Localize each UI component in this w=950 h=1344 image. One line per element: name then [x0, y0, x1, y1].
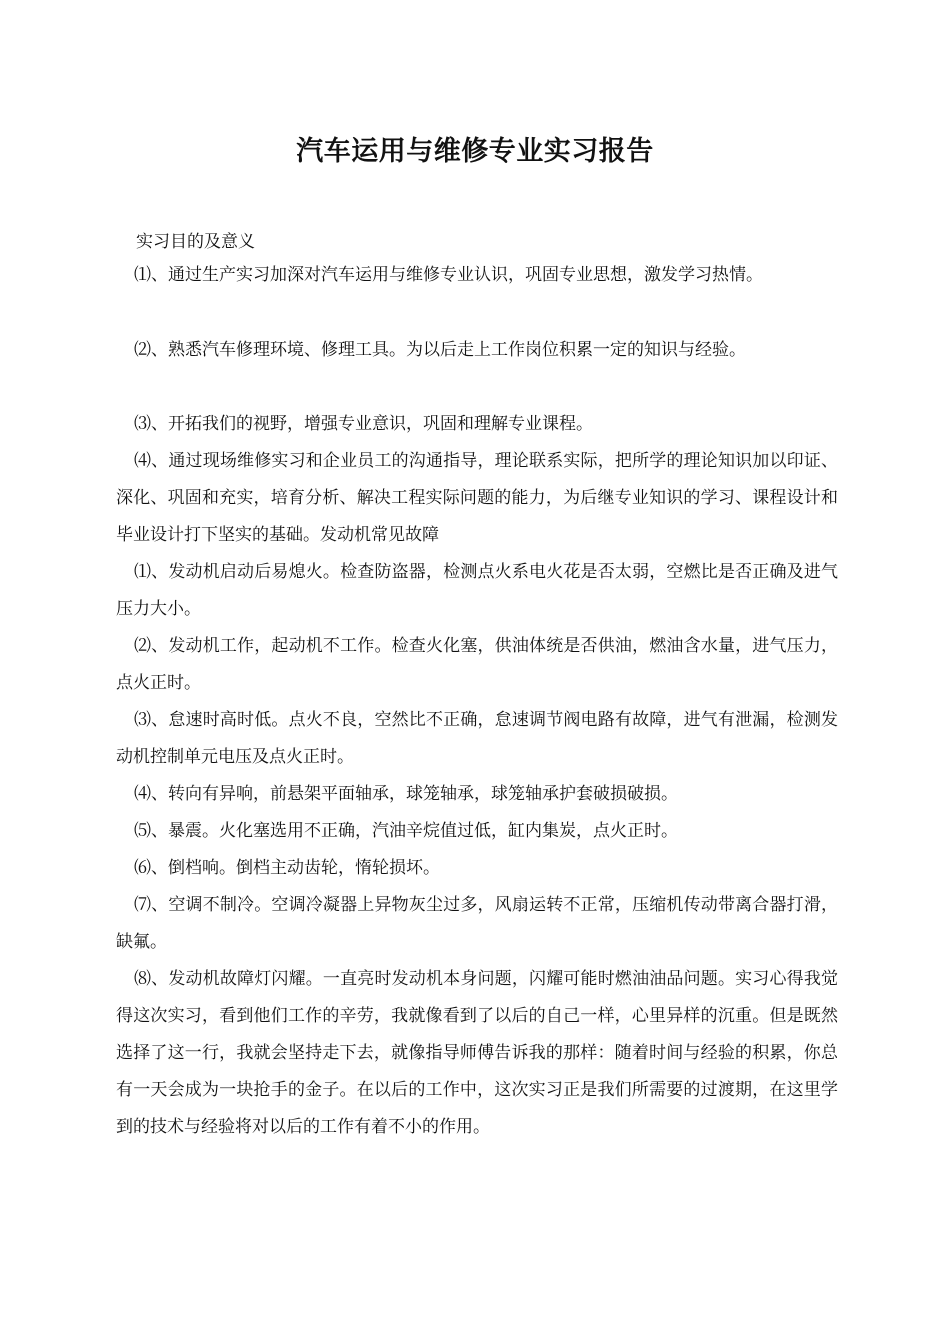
fault-item-1: ⑴、发动机启动后易熄火。检查防盗器，检测点火系电火花是否太弱，空燃比是否正确及进气压力大小。 [116, 562, 838, 619]
fault-item-6: ⑹、倒档响。倒档主动齿轮，惰轮损坏。 [134, 858, 440, 878]
fault-item-5: ⑸、暴震。火化塞选用不正确，汽油辛烷值过低，缸内集炭，点火正时。 [134, 821, 678, 841]
purpose-item-4: ⑷、通过现场维修实习和企业员工的沟通指导，理论联系实际，把所学的理论知识加以印证、深化、巩固和充实，培育分析、解决工程实际问题的能力，为后继专业知识的学习、课程设计和毕业设计打下坚实的基础。发动机常见故障 [116, 451, 838, 545]
document-title: 汽车运用与维修专业实习报告 [296, 136, 654, 167]
fault-item-3: ⑶、怠速时高时低。点火不良，空然比不正确，怠速调节阀电路有故障，进气有泄漏，检测发动机控制单元电压及点火正时。 [116, 710, 838, 767]
fault-item-8-and-reflection: ⑻、发动机故障灯闪耀。一直亮时发动机本身问题，闪耀可能时燃油油品问题。实习心得我觉得这次实习，看到他们工作的辛劳，我就像看到了以后的自己一样，心里异样的沉重。但是既然选择了这一行，我就会坚持走下去，就像指导师傅告诉我的那样：随着时间与经验的积累，你总有一天会成为一块抢手的金子。在以后的工作中，这次实习正是我们所需要的过渡期，在这里学到的技术与经验将对以后的工作有着不小的作用。 [116, 969, 838, 1137]
fault-item-7: ⑺、空调不制冷。空调冷凝器上异物灰尘过多，风扇运转不正常，压缩机传动带离合器打滑，缺氟。 [116, 895, 838, 952]
purpose-item-2: ⑵、熟悉汽车修理环境、修理工具。为以后走上工作岗位积累一定的知识与经验。 [134, 340, 746, 360]
purpose-item-3: ⑶、开拓我们的视野，增强专业意识，巩固和理解专业课程。 [134, 414, 593, 434]
purpose-item-1: ⑴、通过生产实习加深对汽车运用与维修专业认识，巩固专业思想，激发学习热情。 [134, 265, 763, 285]
fault-item-4: ⑷、转向有异响，前悬架平面轴承，球笼轴承，球笼轴承护套破损破损。 [134, 784, 678, 804]
fault-item-2: ⑵、发动机工作，起动机不工作。检查火化塞，供油体统是否供油，燃油含水量，进气压力，点火正时。 [116, 636, 838, 693]
purpose-item-2-block [116, 332, 838, 369]
paragraph-purpose-heading: 实习目的及意义 [136, 232, 255, 252]
purpose-item-1-block [116, 257, 838, 294]
section-heading-purpose [116, 224, 838, 261]
purpose-items-block [116, 406, 838, 1146]
